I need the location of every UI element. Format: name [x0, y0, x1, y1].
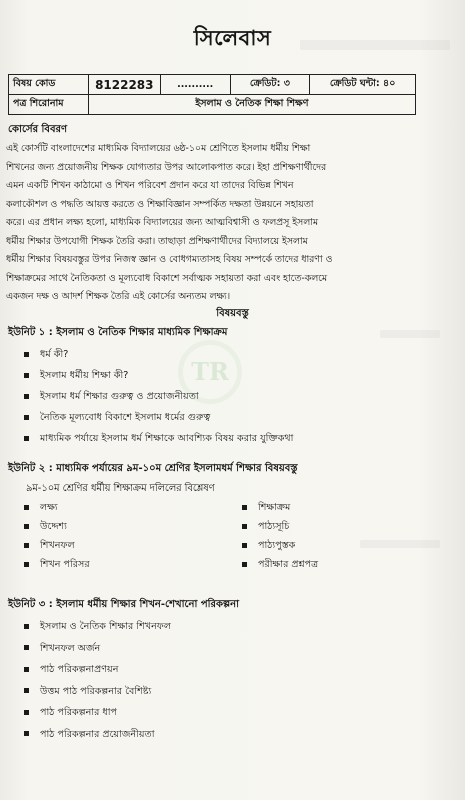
- subject-code-label: বিষয় কোড: [9, 75, 89, 95]
- unit3-title: ইউনিট ৩ : ইসলাম ধর্মীয় শিক্ষার শিখন-শেখানো পরিকল্পনা: [8, 599, 239, 610]
- paragraph-line: শিখনের জন্য প্রয়োজনীয় শিক্ষক যোগ্যতার উপর আলোকপাত করে। ইহা প্রশিক্ষণার্থীদের: [6, 161, 327, 173]
- list-item: পরীক্ষার প্রশ্নপত্র: [240, 555, 318, 574]
- list-item: পাঠ্যসূচি: [240, 517, 318, 536]
- unit2-subheading: ৯ম-১০ম শ্রেণির ধর্মীয় শিক্ষাক্রম দলিলের বিশ্লেষণ: [26, 483, 215, 494]
- subject-code-value: 8122283: [88, 75, 160, 95]
- bleed-through-text: [360, 540, 440, 548]
- unit1-list: [22, 344, 293, 449]
- content-heading: বিষয়বস্তু: [216, 308, 249, 319]
- paragraph-line: করে। এর প্রধান লক্ষ্য হলো, মাধ্যমিক বিদ্যালয়ের জন্য আত্মবিশ্বাসী ও ফলপ্রসূ ইসলাম: [6, 217, 318, 228]
- paragraph-line: এমন একটি শিখন কাঠামো ও শিখন পরিবেশ প্রদান করে যা তাদের বিভিন্ন শিখন: [6, 180, 294, 191]
- page-title: সিলেবাস: [193, 26, 272, 50]
- list-item: উদ্দেশ্য: [22, 517, 90, 536]
- list-item: পাঠ্যপুস্তক: [240, 536, 318, 555]
- list-item: ধর্ম কী?: [22, 344, 293, 365]
- unit2-left-list: [22, 498, 90, 574]
- course-info-table: [8, 74, 416, 115]
- paragraph-line: একজন দক্ষ ও আদর্শ শিক্ষক তৈরি এই কোর্সের অন্যতম লক্ষ্য।: [6, 291, 231, 302]
- paragraph-line: ধর্মীয় শিক্ষার বিষয়বস্তুর উপর নিজস্ব জ্ঞান ও বোধগম্যতাসহ বিষয় সম্পর্কে তাদের ধারণা ও: [6, 254, 333, 265]
- list-item: পাঠ পরিকল্পনার প্রয়োজনীয়তা: [22, 724, 171, 746]
- course-description-paragraph: [6, 140, 416, 307]
- credit-cell: ক্রেডিট: ৩: [230, 75, 310, 95]
- list-item: পাঠ পরিকল্পনাপ্রণয়ন: [22, 659, 171, 681]
- subject-code-dots: ..........: [160, 75, 230, 95]
- watermark-logo: TR: [178, 340, 242, 404]
- list-item: শিখনফল: [22, 536, 90, 555]
- unit2-right-list: [240, 498, 318, 574]
- list-item: উত্তম পাঠ পরিকল্পনার বৈশিষ্ট্য: [22, 681, 171, 703]
- unit3-list: [22, 616, 171, 745]
- course-description-heading: কোর্সের বিবরণ: [8, 124, 68, 135]
- list-item: শিক্ষাক্রম: [240, 498, 318, 517]
- unit2-title: ইউনিট ২ : মাধ্যমিক পর্যায়ের ৯ম-১০ম শ্রেণির ইসলামধর্ম শিক্ষার বিষয়বস্তু: [8, 463, 298, 474]
- paragraph-line: শিক্ষাক্রমের সাথে নৈতিকতা ও মূল্যবোধ বিকাশে সর্বাত্মক সহায়তা করা এবং হাতে-কলমে: [6, 272, 328, 284]
- bleed-through-text: [380, 330, 440, 338]
- paragraph-line: ধর্মীয় শিক্ষার উপযোগী শিক্ষক তৈরি করা। তাছাড়া প্রশিক্ষণার্থীদের বিদ্যালয়ে ইসলাম: [6, 235, 308, 247]
- list-item: পাঠ পরিকল্পনার ধাপ: [22, 702, 171, 724]
- list-item: মাধ্যমিক পর্যায়ে ইসলাম ধর্ম শিক্ষাকে আবশ্যিক বিষয় করার যুক্তিকথা: [22, 428, 293, 449]
- paragraph-line: কলাকৌশল ও পদ্ধতি আয়ত্ত করতে ও শিক্ষাবিজ্ঞান সম্পর্কিত দক্ষতা উন্নয়নে সহায়তা: [6, 198, 314, 210]
- paragraph-line: এই কোর্সটি বাংলাদেশের মাধ্যমিক বিদ্যালয়ের ৬ষ্ঠ-১০ম শ্রেণিতে ইসলাম ধর্মীয় শিক্ষা: [6, 143, 311, 154]
- list-item: শিখনফল অর্জন: [22, 638, 171, 660]
- credit-hours-cell: ক্রেডিট ঘন্টা: ৪০: [310, 75, 416, 95]
- list-item: শিখন পরিসর: [22, 555, 90, 574]
- paper-title-value: ইসলাম ও নৈতিক শিক্ষা শিক্ষণ: [88, 95, 415, 115]
- unit1-title: ইউনিট ১ : ইসলাম ও নৈতিক শিক্ষার মাধ্যমিক শিক্ষাক্রম: [8, 327, 228, 338]
- paper-title-label: পত্র শিরোনাম: [9, 95, 89, 115]
- list-item: ইসলাম ও নৈতিক শিক্ষার শিখনফল: [22, 616, 171, 638]
- list-item: লক্ষ্য: [22, 498, 90, 517]
- list-item: ইসলাম ধর্ম শিক্ষার গুরুত্ব ও প্রয়োজনীয়তা: [22, 386, 293, 407]
- list-item: ইসলাম ধর্মীয় শিক্ষা কী?: [22, 365, 293, 386]
- list-item: নৈতিক মূল্যবোধ বিকাশে ইসলাম ধর্মের গুরুত্ব: [22, 407, 293, 428]
